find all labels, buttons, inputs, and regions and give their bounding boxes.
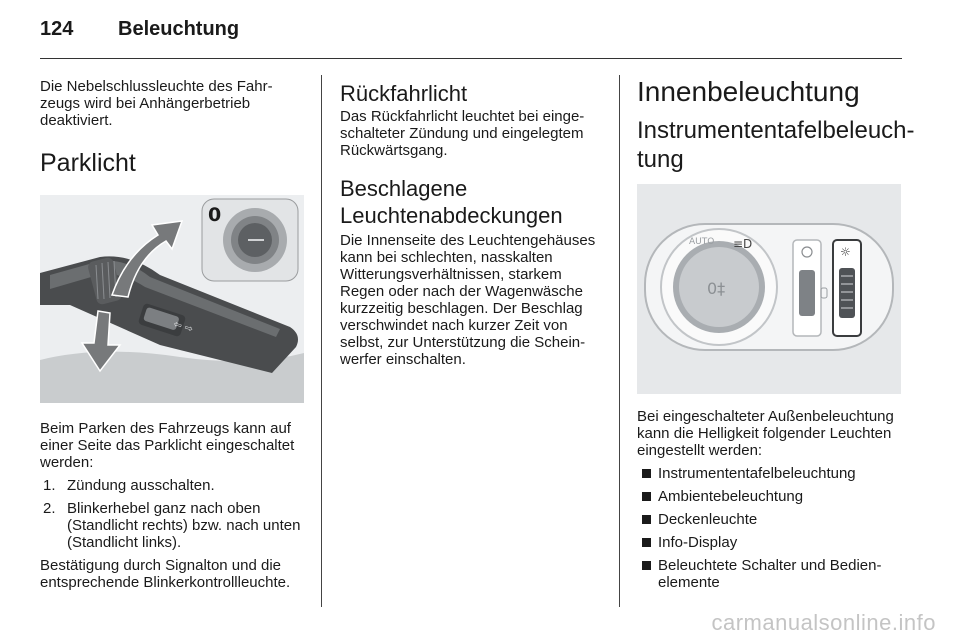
- zero-position-icon: 0: [208, 204, 222, 226]
- svg-text:⇦ ⇨: ⇦ ⇨: [171, 318, 195, 336]
- stalk-figure: [40, 195, 304, 403]
- chapter-title: Beleuchtung: [118, 18, 240, 40]
- section-heading-beschlagene: Beschlagene Leuchtenabdeckungen: [340, 176, 563, 228]
- list-item-text: Deckenleuchte: [658, 511, 758, 528]
- header-rule: [40, 58, 902, 59]
- column-2: [340, 80, 604, 368]
- column-3: [637, 76, 915, 591]
- section-heading-innenbeleuchtung: Innenbeleuchtung: [637, 76, 860, 107]
- parklicht-closing: Bestätigung durch Signalton und die entsprechende Blinkerkontrollleuchte.: [40, 557, 291, 591]
- turn-signal-stalk-illustration: [40, 195, 304, 403]
- page-number: 124: [40, 18, 74, 40]
- column-divider-right: [619, 75, 620, 607]
- auto-label: AUTO: [689, 237, 715, 247]
- step-number: 1.: [43, 477, 56, 494]
- list-item: [637, 557, 901, 591]
- list-item-text: Instrumententafelbeleuchtung: [658, 465, 856, 482]
- list-item-text: Beleuchtete Schalter und Bedienelemente: [658, 557, 882, 591]
- intro-text: Die Nebelschlussleuchte des Fahrzeugs wird bei Anhängerbetrieb deaktiviert.: [40, 78, 273, 129]
- svg-text:0‡: 0‡: [707, 279, 726, 298]
- step-text: Zündung ausschalten.: [67, 477, 215, 494]
- column-1: [40, 78, 304, 591]
- list-item: [637, 465, 901, 482]
- list-item: [637, 511, 901, 528]
- step-item: [40, 477, 304, 494]
- innen-body: Bei eingeschalteter Außenbeleuchtung kann die Helligkeit folgender Leuchten eingestellt werden:: [637, 408, 894, 459]
- list-item-text: Ambientebeleuchtung: [658, 488, 804, 505]
- section-heading-rueckfahrlicht: Rückfahrlicht: [340, 81, 468, 106]
- svg-text:≡D: ≡D: [733, 237, 753, 251]
- watermark: carmanualsonline.info: [711, 610, 936, 635]
- parklicht-steps: [40, 477, 304, 551]
- column-divider-left: [321, 75, 322, 607]
- light-switch-figure: [637, 184, 901, 394]
- parklicht-body: Beim Parken des Fahrzeugs kann auf einer Seite das Parklicht eingeschaltet werden:: [40, 420, 295, 471]
- rueckfahrlicht-text: Das Rückfahrlicht leuchtet bei eingeschalteter Zündung und eingelegtem Rückwärtsgang.: [340, 108, 585, 159]
- list-item: [637, 534, 901, 551]
- svg-text:☼: ☼: [840, 245, 851, 259]
- step-item: [40, 500, 304, 551]
- section-heading-parklicht: Parklicht: [40, 149, 136, 177]
- list-item-text: Info-Display: [658, 534, 738, 551]
- list-item: [637, 488, 901, 505]
- light-switch-icon: [637, 184, 901, 394]
- subheading-instrumententafel: Instrumententafelbeleuchtung: [637, 117, 915, 173]
- step-number: 2.: [43, 500, 56, 517]
- step-text: Blinkerhebel ganz nach oben (Standlicht rechts) bzw. nach unten (Standlicht links).: [67, 500, 301, 551]
- beschlagene-text: Die Innenseite des Leuchtengehäuses kann bei schlechten, nasskalten Witterungsverhältnissen, starkem Regen oder nach der Wagenwäsche kurzzeitig beschlagen. Der Beschlag verschwindet nach kurzer Zeit von selbst, zur Unterstützung die Scheinwerfer einschalten.: [340, 232, 596, 368]
- adjustable-lights-list: [637, 465, 901, 591]
